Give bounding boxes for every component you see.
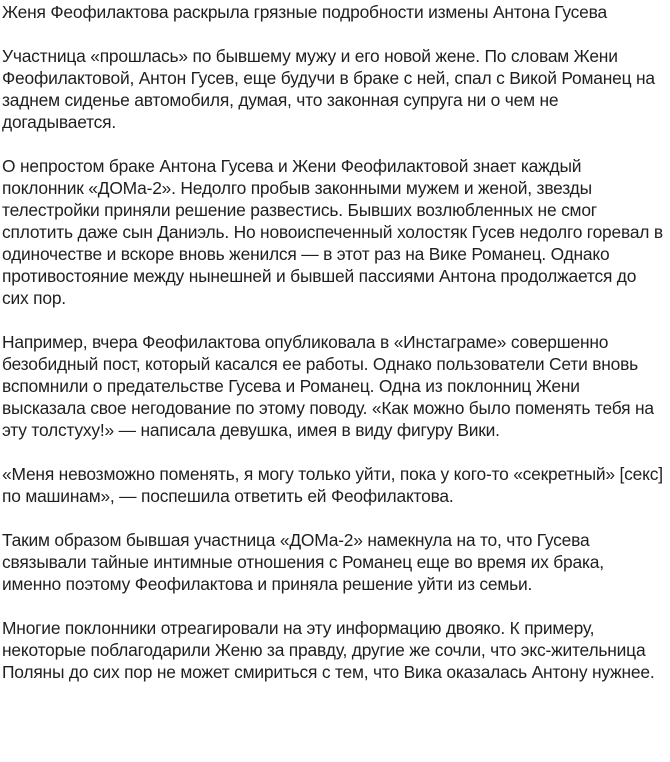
spacer xyxy=(2,133,664,155)
paragraph-5: Таким образом бывшая участница «ДОМа-2» намекнула на то, что Гусева связывали тайные интимные отношения с Романец еще во время их брака, именно поэтому Феофилактова и приняла решение уйти из семьи. xyxy=(2,530,604,594)
article-title: Женя Феофилактова раскрыла грязные подробности измены Антона Гусева xyxy=(2,2,607,22)
paragraph-2: О непростом браке Антона Гусева и Жени Феофилактовой знает каждый поклонник «ДОМа-2». Недолго пробыв законными мужем и женой, звезды телестройки приняли решение развестись. Бывших возлюбленных не смог сплотить даже сын Даниэль. Но новоиспеченный холостяк Гусев недолго горевал в одиночестве и вскоре вновь женился — в этот раз на Вике Романец. Однако противостояние между нынешней и бывшей пассиями Антона продолжается до сих пор. xyxy=(2,156,663,308)
spacer xyxy=(2,309,664,331)
paragraph-1: Участница «прошлась» по бывшему мужу и его новой жене. По словам Жени Феофилактовой, Антон Гусев, еще будучи в браке с ней, спал с Викой Романец на заднем сиденье автомобиля, думая, что законная супруга ни о чем не догадывается. xyxy=(2,46,655,132)
paragraph-3: Например, вчера Феофилактова опубликовала в «Инстаграме» совершенно безобидный пост, который касался ее работы. Однако пользователи Сети вновь вспомнили о предательстве Гусева и Романец. Одна из поклонниц Жени высказала свое негодование по этому поводу. «Как можно было поменять тебя на эту толстуху!» — написала девушка, имея в виду фигуру Вики. xyxy=(2,332,654,440)
spacer xyxy=(2,507,664,529)
spacer xyxy=(2,441,664,463)
spacer xyxy=(2,595,664,617)
spacer xyxy=(2,23,664,45)
article xyxy=(0,1,670,683)
paragraph-6: Многие поклонники отреагировали на эту информацию двояко. К примеру, некоторые поблагодарили Женю за правду, другие же сочли, что экс-жительница Поляны до сих пор не может смириться с тем, что Вика оказалась Антону нужнее. xyxy=(2,618,655,682)
paragraph-4: «Меня невозможно поменять, я могу только уйти, пока у кого-то «секретный» [секс] по машинам», — поспешила ответить ей Феофилактова. xyxy=(2,464,663,506)
